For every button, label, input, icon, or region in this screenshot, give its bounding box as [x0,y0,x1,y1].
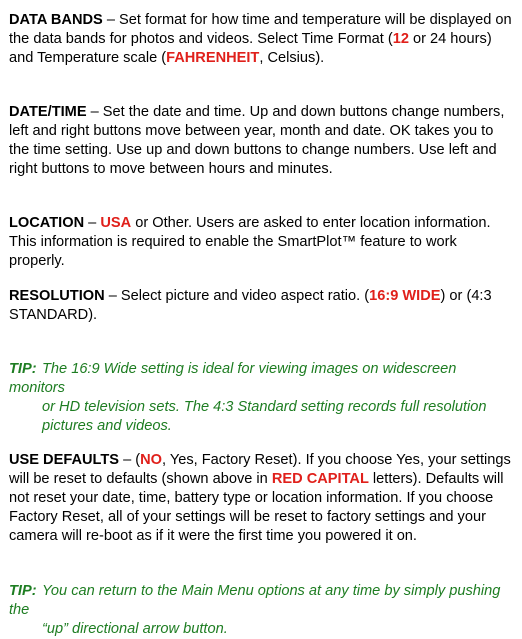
location-paragraph [9,214,515,271]
date-time-term: DATE/TIME [9,104,87,120]
data-bands-text-1: – Set format for how time and temperature will be displayed on the data bands for photos and videos. Select Time Format ( [9,12,512,47]
data-bands-text-2: or 24 hours) and Temperature scale ( [9,31,492,66]
data-bands-term: DATA BANDS [9,12,103,28]
location-default: USA [100,215,132,231]
resolution-text-1: – Select picture and video aspect ratio. ( [104,288,370,304]
tip-main-menu-line-2: “up” directional arrow button. [42,621,228,637]
red-capital-emphasis: RED CAPITAL [271,471,369,487]
tip-main-menu-line-1: You can return to the Main Menu options at any time by simply pushing the [9,583,501,618]
data-bands-text-3: , Celsius). [259,50,325,66]
use-defaults-default: NO [140,452,162,468]
data-bands-default-time: 12 [392,31,409,47]
data-bands-default-temp: FAHRENHEIT [166,50,260,66]
tip-aspect-line-2: or HD television sets. The 4:3 Standard setting records full resolution [42,399,487,415]
resolution-term: RESOLUTION [9,288,105,304]
tip-aspect-ratio [9,360,515,436]
use-defaults-text-2: , Yes, Factory Reset). If you choose Yes, your settings will be reset to defaults (shown above in [9,452,511,487]
resolution-paragraph [9,287,515,325]
tip-main-menu [9,582,515,639]
tip-aspect-line-1: The 16:9 Wide setting is ideal for viewing images on widescreen monitors [9,361,457,396]
data-bands-paragraph [9,11,515,68]
tip-label: TIP: [9,583,37,599]
tip-aspect-line-3: pictures and videos. [42,418,172,434]
use-defaults-term: USE DEFAULTS [9,452,120,468]
tip-label: TIP: [9,361,37,377]
date-time-paragraph [9,103,515,179]
use-defaults-text-3: letters). Defaults will not reset your date, time, battery type or location information. If you choose Factory Reset, all of your settings will be reset to factory settings and your camera will re-boot as if it were the first time you powered it on. [9,471,504,544]
date-time-text: – Set the date and time. Up and down buttons change numbers, left and right buttons move between year, month and date. OK takes you to the time setting. Use up and down buttons to change numbers. Use left and right buttons to move between hours and minutes. [9,104,505,177]
resolution-default: 16:9 WIDE [369,288,441,304]
location-term: LOCATION [9,215,85,231]
resolution-text-2: ) or (4:3 STANDARD). [9,288,492,323]
use-defaults-paragraph [9,451,515,546]
location-dash: – [84,215,101,231]
location-text: or Other. Users are asked to enter location information. This information is required to enable the SmartPlot™ feature to work properly. [9,215,491,269]
use-defaults-text-1: – ( [119,452,141,468]
